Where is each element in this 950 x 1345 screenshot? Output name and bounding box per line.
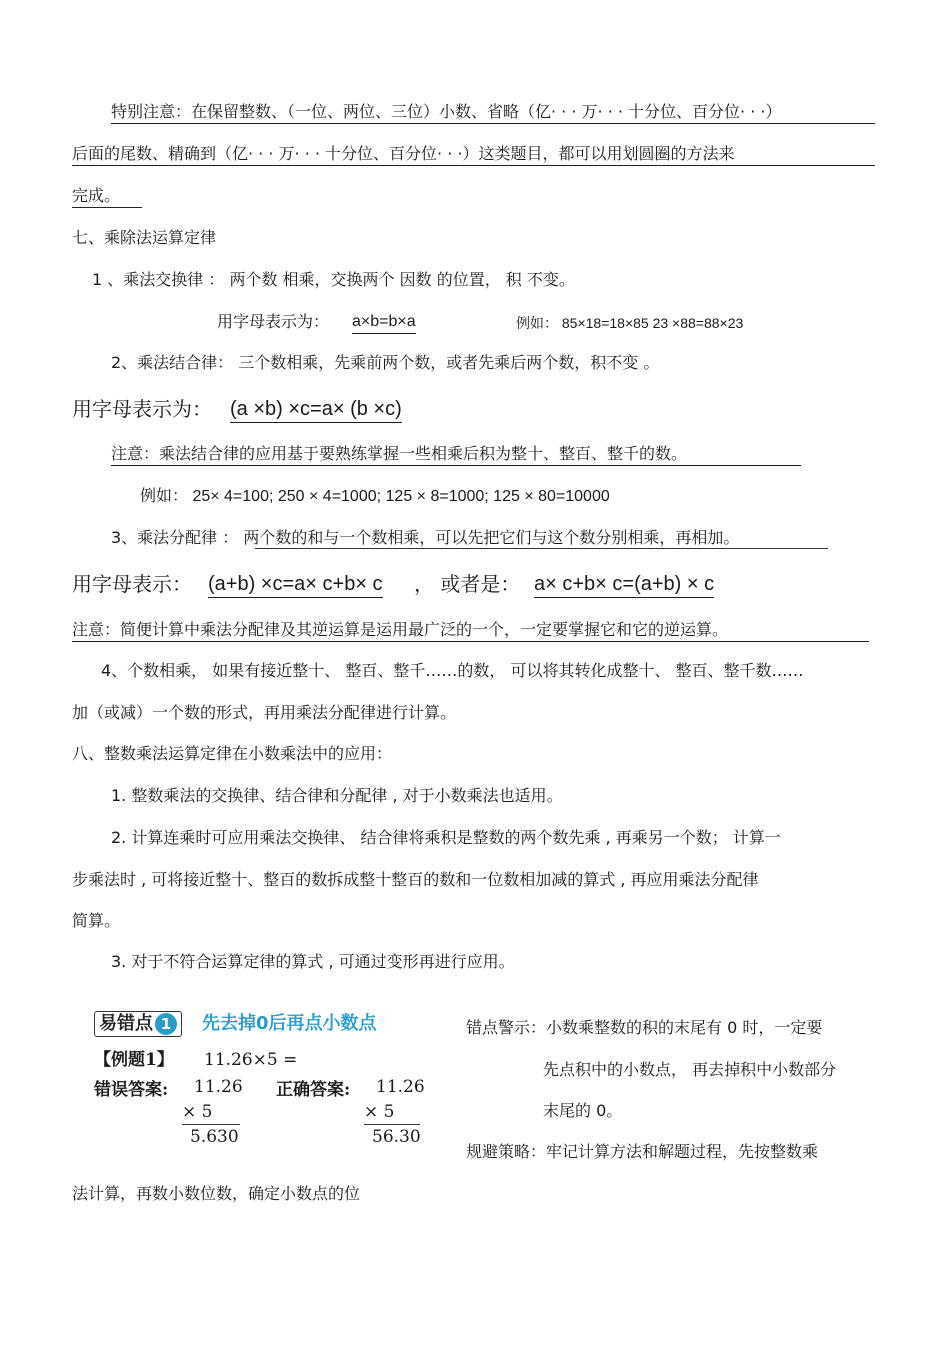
example-label: 【例题1】 <box>94 1050 174 1070</box>
mistake-tag-label: 易错点 <box>99 1013 153 1034</box>
associative-note: 注意：乘法结合律的应用基于要熟练掌握一些相乘后积为整十、整百、整千的数。 <box>111 443 801 466</box>
wrong-result: 5.630 <box>190 1127 239 1147</box>
section-8-p2-line-1: 2. 计算连乘时可应用乘法交换律、 结合律将乘积是整数的两个数先乘 , 再乘另一个数； 计算一 <box>111 828 781 847</box>
item-4-line-1: 4、个数相乘， 如果有接近整十、 整百、整千……的数， 可以将其转化成整十、 整百、整千数…… <box>101 661 804 680</box>
associative-formula-label: 用字母表示为： <box>72 397 212 421</box>
section-8-title: 八、整数乘法运算定律在小数乘法中的应用： <box>72 744 393 763</box>
commutative-law: 1 、乘法交换律 ： 两个数 相乘，交换两个 因数 的位置， 积 不变。 <box>92 270 575 289</box>
distributive-note: 注意：简便计算中乘法分配律及其逆运算是运用最广泛的一个，一定要掌握它和它的逆运算。 <box>72 619 869 642</box>
note-line-1: 特别注意：在保留整数、（一位、两位、三位）小数、省略（亿· · · 万· · · 十分位、百分位· · ·） <box>111 101 875 124</box>
section-8-p2-line-2: 步乘法时 , 可将接近整十、整百的数拆成整十整百的数和一位数相加减的算式 , 再应用乘法分配律 <box>72 870 759 889</box>
section-7-title: 七、乘除法运算定律 <box>72 228 217 247</box>
wrong-rule <box>182 1124 240 1125</box>
strategy-line-1: 规避策略：牢记计算方法和解题过程，先按整数乘 <box>466 1142 819 1161</box>
wrong-answer-label: 错误答案: <box>94 1080 169 1100</box>
right-multiplier: × 5 <box>364 1102 395 1122</box>
distributive-law: 3、乘法分配律 ： 两个数的和与一个数相乘，可以先把它们与这个数分别相乘，再相加。 <box>111 528 740 547</box>
warning-line-1: 错点警示：小数乘整数的积的末尾有 0 时，一定要 <box>466 1018 823 1037</box>
section-8-p3: 3. 对于不符合运算定律的算式 , 可通过变形再进行应用。 <box>111 952 515 971</box>
mistake-number-badge: 1 <box>155 1013 177 1035</box>
distributive-underline <box>255 548 828 549</box>
strategy-line-2: 法计算，再数小数位数，确定小数点的位 <box>72 1184 361 1203</box>
right-answer-label: 正确答案: <box>276 1080 351 1100</box>
warning-line-2: 先点积中的小数点， 再去掉积中小数部分 <box>543 1060 837 1079</box>
distributive-formula-label: 用字母表示： <box>72 572 192 596</box>
item-4-line-2: 加（或减）一个数的形式，再用乘法分配律进行计算。 <box>72 703 457 722</box>
wrong-multiplier: × 5 <box>182 1102 213 1122</box>
mistake-tag <box>94 1011 182 1037</box>
mistake-title: 先去掉0后再点小数点 <box>202 1013 377 1034</box>
associative-formula: (a ×b) ×c=a× (b ×c) <box>230 396 402 423</box>
distributive-formula-reverse: a× c+b× c=(a+b) × c <box>534 571 714 598</box>
right-top-number: 11.26 <box>376 1077 425 1097</box>
commutative-formula: a×b=b×a <box>352 311 416 334</box>
mistake-example-box <box>94 1007 424 1157</box>
associative-law: 2、乘法结合律： 三个数相乘，先乘前两个数，或者先乘后两个数，积不变 。 <box>111 353 660 372</box>
section-8-p1: 1. 整数乘法的交换律、结合律和分配律 , 对于小数乘法也适用。 <box>111 786 563 805</box>
commutative-example: 例如： 85×18=18×85 23 ×88=88×23 <box>516 315 744 331</box>
distributive-formula: (a+b) ×c=a× c+b× c <box>208 571 383 598</box>
distributive-or: ， 或者是： <box>414 572 521 596</box>
note-line-3: 完成。 <box>72 185 142 208</box>
right-result: 56.30 <box>372 1127 421 1147</box>
commutative-formula-label: 用字母表示为： <box>217 312 330 331</box>
example-expression: 11.26×5 = <box>204 1050 298 1070</box>
associative-example: 例如： 25× 4=100; 250 × 4=1000; 125 × 8=1000; 125 × 80=10000 <box>140 488 610 505</box>
section-8-p2-line-3: 简算。 <box>72 911 121 930</box>
wrong-top-number: 11.26 <box>194 1077 243 1097</box>
warning-line-3: 末尾的 0。 <box>543 1101 623 1120</box>
right-rule <box>364 1124 420 1125</box>
note-line-2: 后面的尾数、精确到（亿· · · 万· · · 十分位、百分位· · ·）这类题目，都可以用划圆圈的方法来 <box>72 143 875 166</box>
